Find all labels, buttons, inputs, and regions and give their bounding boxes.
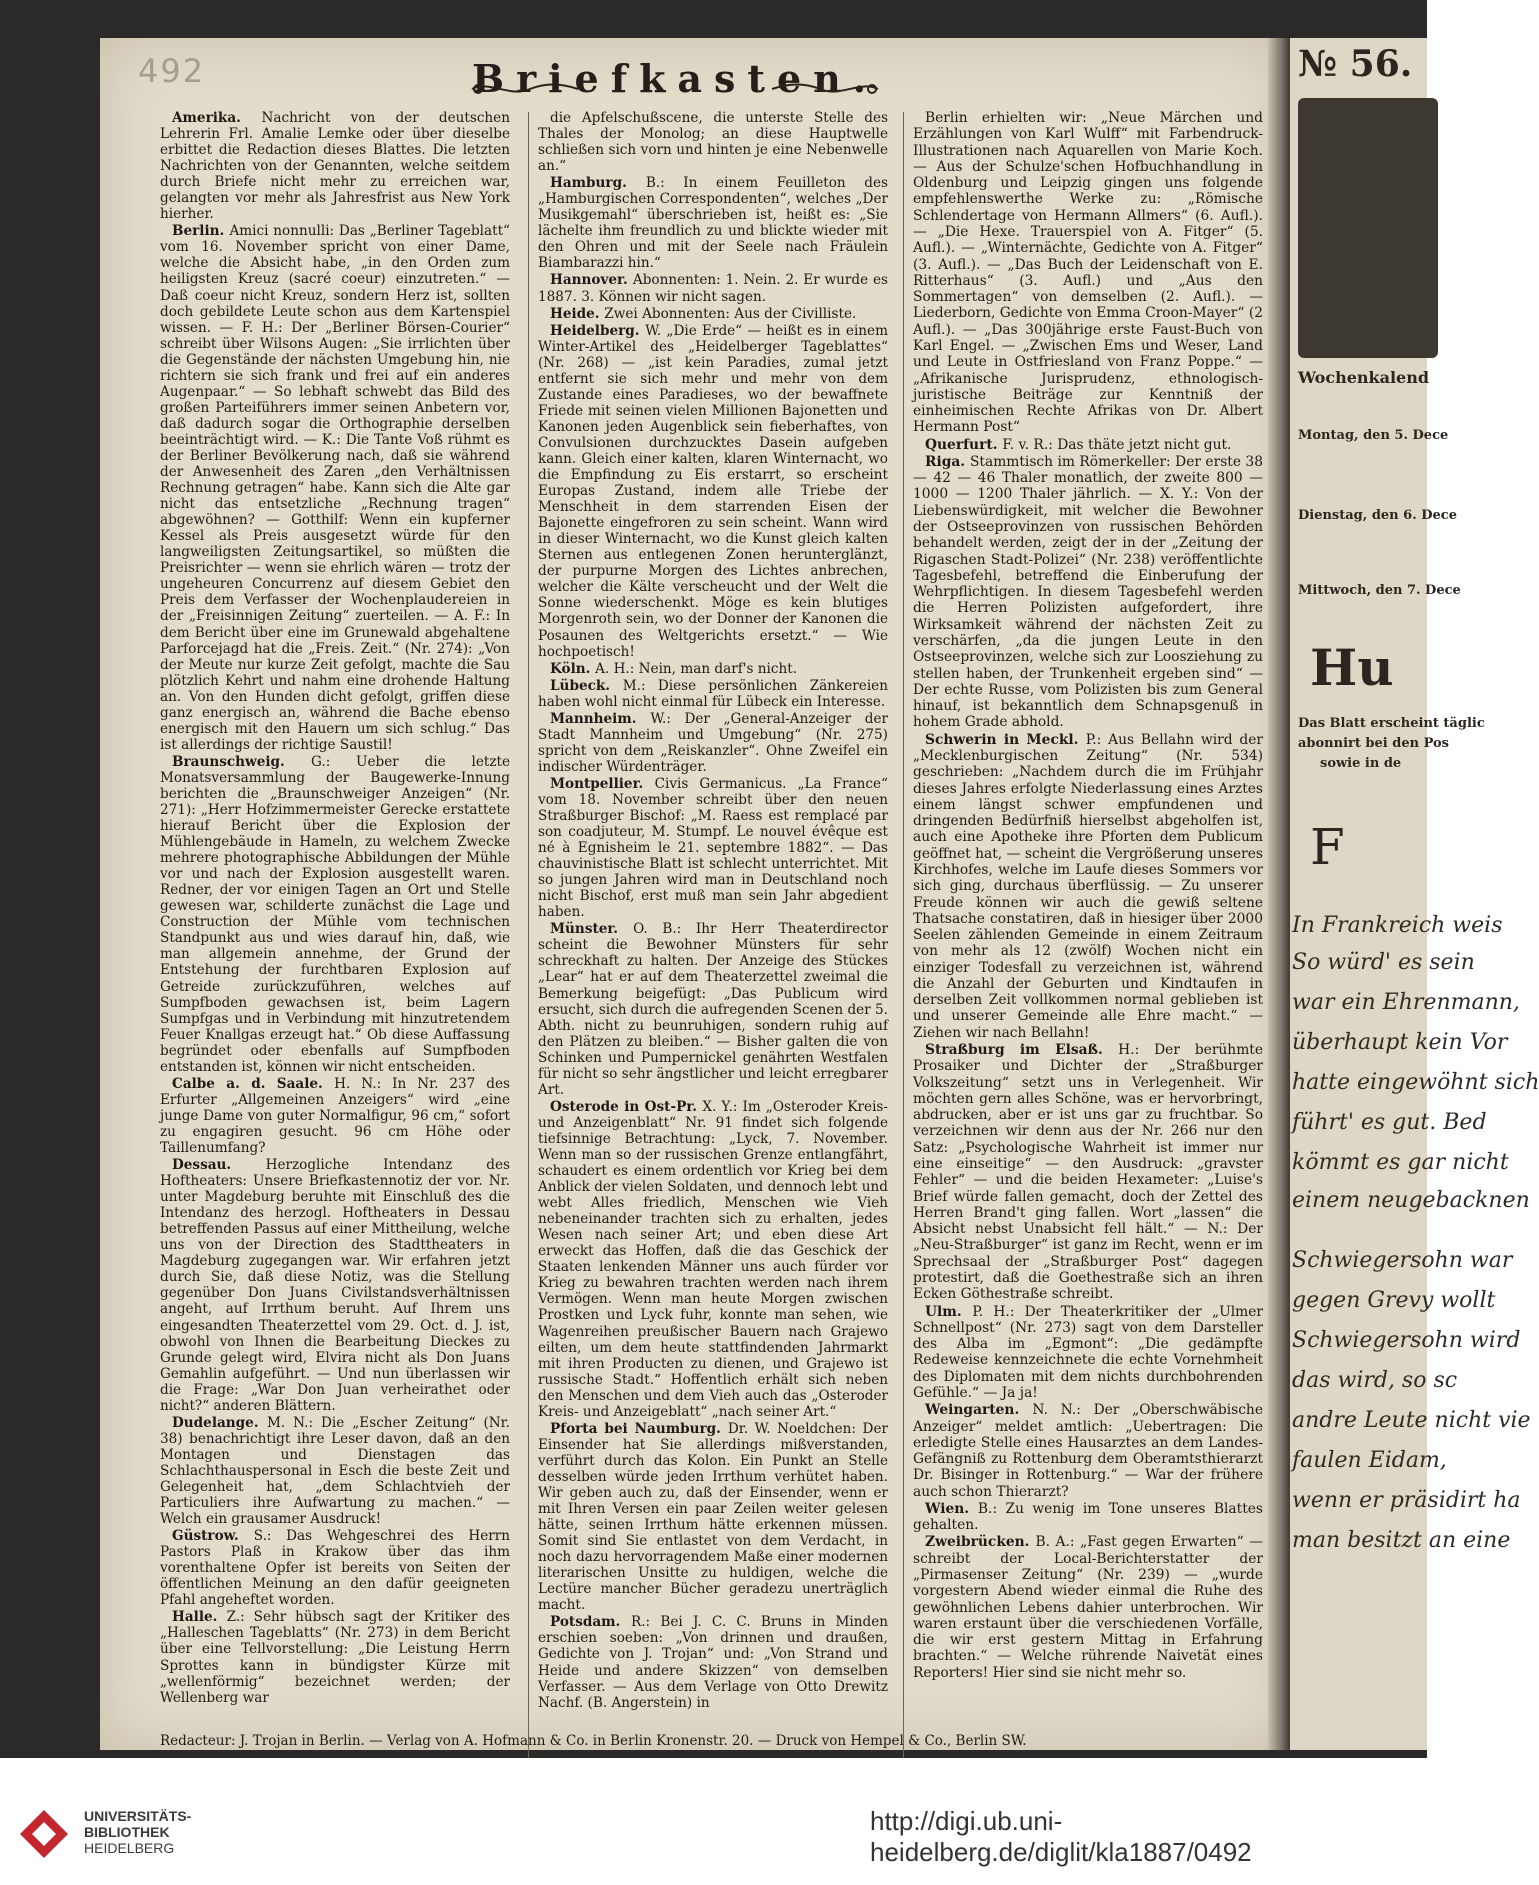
letterbox-entry: [913, 1304, 1263, 1402]
letterbox-entry: [538, 306, 888, 322]
entry-place-heading: Potsdam.: [550, 1614, 631, 1631]
entry-text: M. N.: Die „Escher Zeitung“ (Nr. 38) benachrichtigt ihre Leser davon, daß an den Montagen und Dienstagen das Schlachthauspersonal in Esch die beste Zeit und Gelegenheit hat, „dem Schlachtvieh der Particuliers ihre Aufwartung zu machen.“ — Welch ein grausamer Ausdruck!: [160, 1414, 510, 1528]
entry-text: A. H.: Nein, man darf's nicht.: [595, 660, 798, 677]
adjacent-line: faulen Eidam,: [1292, 1448, 1447, 1473]
page-gutter: [1268, 38, 1290, 1750]
section-title: Briefkasten.: [471, 56, 879, 101]
entry-text: B. A.: „Fast gegen Erwarten“ — schreibt der Local-Berichterstatter der „Pirmasenser Zeitung“ (Nr. 239) — „wurde vorgestern Abend wieder einmal die Ruhe des gewöhnlichen Lebens dahier unterbrochen. Wir waren erstaunt über die verschiedenen Vorfälle, die wir erst gestern Mittag in Erfahrung brachten.“ — Welche rührende Naivetät eines Reporters! Hier sind sie nicht mehr so.: [913, 1534, 1263, 1681]
letterbox-entry: [160, 1415, 510, 1527]
adjacent-line: hatte eingewöhnt sich: [1292, 1070, 1539, 1095]
entry-text: Stammtisch im Römerkeller: Der erste 38 — 42 — 46 Thaler monatlich, der zweite 800 — 1000 — 1200 Thaler jährlich. — X. Y.: Von der Liebenswürdigkeit, mit welcher die Bewohner der Ostseeprovinzen von russischen Behörden behandelt werden, zeigt der in der „Zeitung der Rigaschen Stadt-Polizei“ (Nr. 238) veröffentlichte Tagesbefehl, betreffend die Einberufung der Wehrpflichtigen. In diesem Tagesbefehl werden die Herren Polizisten aufgefordert, ihre Wirksamkeit während der nächsten Zeit zu verschärfen, „da die jungen Leute in den Ostseeprovinzen, welche sich zur Loosziehung zu stellen haben, der Trunkenheit ergeben sind“ — Der echte Russe, vom Polizisten bis zum General hinauf, ist bekanntlich dem Schnapsgenuß in hohem Grade abhold.: [913, 453, 1263, 731]
entry-text: Herzogliche Intendanz des Hoftheaters: Unsere Briefkastennotiz der vor. Nr. unter Magdeburg beruhte mit Einschluß des die Intendanz des herzogl. Hoftheaters in Dessau betreffenden Passus auf einer Mittheilung, welche uns von der Direction des Stadttheaters in Magdeburg zugegangen war. Wir erfahren jetzt durch Sie, daß diese Notiz, was die Stellung gegenüber Don Juans Civilstandsverhältnissen angeht, auf Irrthum beruht. Auf Ihrem uns eingesandten Theaterzettel vom 29. Oct. d. J. ist, obwohl von Ihnen die Bearbeitung Dieckes zu Grunde gelegt wird, Elvira nicht als Don Juans Gemahlin aufgeführt. — Und nun überlassen wir die Frage: „War Don Juan verheirathet oder nicht?“ anderen Blättern.: [160, 1157, 510, 1414]
adjacent-line: man besitzt an eine: [1292, 1528, 1511, 1553]
entry-text: G.: Ueber die letzte Monatsversammlung der Baugewerke-Innung berichten die „Braunschweiger Anzeigen“ (Nr. 271): „Herr Hofzimmermeister Gerecke erstattete hierauf Bericht über die Explosion der Mühlengebäude in Hameln, zu welchem Zwecke mehrere photographische Abbildungen der Mühle vor und nach der Explosion ausgestellt waren. Redner, der vor einigen Tagen an Ort und Stelle gewesen war, schilderte zunächst die Lage und Construction der Mühle vom technischen Standpunkt aus und wies darauf hin, daß, wie man allgemein annehme, der Grund der Entstehung der furchtbaren Explosion auf Getreide zurückzuführen, welches auf Sumpfboden gewachsen ist, beim Lagern Sumpfgas und in Verbindung mit hinzutretendem Feuer Knallgas erzeugt hat.“ Ob diese Auffassung begründet oder ebenfalls auf Sumpfboden entstanden ist, können wir nicht entscheiden.: [160, 753, 510, 1075]
letterbox-entry: [913, 1501, 1263, 1534]
entry-place-heading: Riga.: [925, 453, 970, 470]
entry-text: N. N.: Der „Oberschwäbische Anzeiger“ meldet amtlich: „Uebertragen: Die erledigte Stelle eines Hausarztes an dem Landes-Gefängniß zu Rottenburg dem Oberamtsthierarzt Dr. Bisinger in Rottenburg.“ — War der frühere auch schon Thierarzt?: [913, 1402, 1263, 1500]
adjacent-line: überhaupt kein Vor: [1292, 1030, 1508, 1055]
entry-place-heading: Heide.: [550, 305, 605, 322]
entry-place-heading: Braunschweig.: [172, 753, 311, 770]
entry-text: P.: Aus Bellahn wird der „Mecklenburgischen Zeitung“ (Nr. 534) geschrieben: „Nachdem durch die im Frühjahr dieses Jahres erfolgte Niederlassung eines Arztes einem längst schwer empfundenen und dringenden Bedürfniß hierselbst abgeholfen ist, auch eine Apotheke ihre Pforten dem Publicum geöffnet hat, — scheint die Vergrößerung unseres Kirchhofes, welche im Laufe dieses Sommers vor sich ging, durchaus überflüssig. — Zu unserer Freude können wir auch die gewiß seltene Thatsache constatiren, daß in hiesiger über 2000 Seelen zählenden Gemeinde in einem Zeitraum von mehr als 12 (zwölf) Wochen nicht ein einziger Todesfall zu verzeichnen ist, während die Anzahl der Geburten und Kindtaufen in derselben Zeit vollkommen normal geblieben ist und unserer Gemeinde alle Ehre macht.“ — Ziehen wir nach Bellahn!: [913, 731, 1263, 1041]
entry-place-heading: Wien.: [925, 1500, 978, 1517]
entry-place-heading: Straßburg im Elsaß.: [925, 1042, 1119, 1059]
letterbox-entry: [538, 1421, 888, 1614]
adjacent-line: führt' es gut. Bed: [1292, 1110, 1487, 1135]
letterbox-entry: [538, 921, 888, 1098]
entry-place-heading: Calbe a. d. Saale.: [172, 1075, 335, 1092]
letterbox-entry: [538, 776, 888, 920]
letterbox-entry: [538, 661, 888, 677]
entry-place-heading: Pforta bei Naumburg.: [550, 1420, 728, 1437]
column-2: [538, 110, 888, 1712]
library-name: [84, 1808, 191, 1856]
entry-place-heading: Zweibrücken.: [925, 1534, 1036, 1551]
adjacent-line: war ein Ehrenmann,: [1292, 990, 1520, 1015]
entry-text: P. H.: Der Theaterkritiker der „Ulmer Schnellpost“ (Nr. 273) sagt von dem Darsteller des Alba im „Egmont“: „Die gedämpfte Redeweise kennzeichnete die echte Vornehmheit des Diplomaten mit dem nichts durchbohrenden Gefühle.“ — Ja ja!: [913, 1303, 1263, 1401]
letterbox-entry: [913, 110, 1263, 436]
university-library-logo-icon: [18, 1808, 70, 1860]
letterbox-entry: [160, 1076, 510, 1156]
letterbox-entry: [160, 110, 510, 222]
entry-place-heading: Osterode in Ost-Pr.: [550, 1098, 703, 1115]
adjacent-line: Dienstag, den 6. Dece: [1298, 508, 1457, 523]
adjacent-line: So würd' es sein: [1292, 950, 1475, 975]
adjacent-line: sowie in de: [1320, 756, 1402, 771]
letterbox-entry: [913, 437, 1263, 453]
adjacent-line: Schwiegersohn wird: [1292, 1328, 1521, 1353]
entry-text: X. Y.: Im „Osteroder Kreis- und Anzeigenblatt“ Nr. 91 findet sich folgende tiefsinnige Betrachtung: „Lyck, 7. November. Wenn man so der russischen Grenze entlangfährt, schaudert es einem ordentlich vor Krieg bei dem Anblick der vielen Soldaten, und dennoch lebt und webt Alles friedlich, Menschen wie Vieh nebeneinander trachten sich zu erhalten, jedes Wesen nach seiner Art; und eben diese Art erweckt das Hoffen, daß die das Geschick der Staaten lenkenden Männer uns auch fürder vor Krieg zu bewahren trachten werden nach ihrem Vermögen. Wenn man heute Morgen zwischen Prostken und Lyck fuhr, konnte man sehen, wie Wagenreihen preußischer Bauern nach Grajewo eilten, um dem heute stattfindenden Jahrmarkt mit ihren Producten zu dienen, und Grajewo ist russische Stadt.“ Hoffentlich erhält sich neben den Menschen und dem Vieh auch das „Osteroder Kreis- und Anzeigeblatt“ „nach seiner Art.“: [538, 1098, 888, 1420]
letterbox-entry: [913, 454, 1263, 731]
library-name-line: BIBLIOTHEK: [84, 1824, 170, 1840]
entry-text: O. B.: Ihr Herr Theaterdirector scheint die Bewohner Münsters für sehr schreckhaft zu halten. Der Anzeige des Stückes „Lear“ hat er auf dem Theaterzettel zweimal die Bemerkung beigefügt: „Das Publicum wird ersucht, sich durch die aufregenden Scenen der 5. Abth. nicht zu beunruhigen, sondern ruhig auf den Plätzen zu bleiben.“ — Bisher galten die von Schinken und Pumpernickel genährten Westfalen für nicht so sehr ängstlicher und leicht erregbarer Art.: [538, 921, 888, 1098]
letterbox-entry: [160, 1528, 510, 1608]
entry-text: die Apfelschußscene, die unterste Stelle des Thales der Monolog; an diese Hauptwelle schließen sich vorn und hinten je eine Nebenwelle an.“: [538, 110, 888, 175]
entry-text: Nachricht von der deutschen Lehrerin Frl. Amalie Lemke oder über dieselbe erbittet die Redaction dieses Blattes. Die letzten Nachrichten von der Genannten, welche seitdem durch Briefe nicht mehr zu erreichen war, gelangten vor mehr als Jahresfrist aus New York hierher.: [160, 110, 510, 223]
letterbox-entry: [538, 110, 888, 174]
adjacent-line: Mittwoch, den 7. Dece: [1298, 583, 1461, 598]
adjacent-page-number: № 56.: [1298, 43, 1413, 85]
entry-place-heading: Weingarten.: [925, 1402, 1033, 1419]
entry-place-heading: Halle.: [172, 1609, 227, 1626]
entry-place-heading: Güstrow.: [172, 1528, 254, 1545]
entry-place-heading: Mannheim.: [550, 710, 651, 727]
adjacent-line: abonnirt bei den Pos: [1298, 736, 1449, 751]
entry-place-heading: Dudelange.: [172, 1414, 267, 1431]
letterbox-entry: [538, 272, 888, 304]
adjacent-line: Wochenkalend: [1298, 368, 1430, 387]
adjacent-line: Schwiegersohn war: [1292, 1248, 1513, 1273]
adjacent-page: [1290, 38, 1539, 1750]
letterbox-entry: [538, 1614, 888, 1710]
letterbox-entry: [913, 1534, 1263, 1681]
adjacent-line: Das Blatt erscheint täglic: [1298, 716, 1485, 731]
entry-place-heading: Querfurt.: [925, 436, 1003, 453]
entry-text: B.: Zu wenig im Tone unseres Blattes gehalten.: [913, 1500, 1263, 1534]
adjacent-line: F: [1310, 818, 1345, 876]
entry-text: H. N.: In Nr. 237 des Erfurter „Allgemeinen Anzeigers“ wird „eine junge Dame von guter Normalfigur, 96 cm,“ sofort zu engagiren gesucht. 96 cm Höhe oder Taillenumfang?: [160, 1075, 510, 1156]
entry-text: Abonnenten: 1. Nein. 2. Er wurde es 1887. 3. Können wir nicht sagen.: [538, 272, 888, 305]
entry-text: W.: Der „General-Anzeiger der Stadt Mannheim und Umgebung“ (Nr. 275) spricht von dem „Reiskanzler“. Ohne Zweifel ein indischer Würdenträger.: [538, 710, 888, 775]
entry-text: M.: Diese persönlichen Zänkereien haben wohl nicht einmal für Lübeck ein Interesse.: [538, 677, 888, 710]
column-divider: [903, 112, 904, 1874]
letterbox-entry: [538, 323, 888, 660]
adjacent-line: einem neugebacknen: [1292, 1188, 1530, 1213]
library-name-line: UNIVERSITÄTS-: [84, 1808, 192, 1824]
entry-place-heading: Montpellier.: [550, 775, 655, 792]
adjacent-line: In Frankreich weis: [1292, 913, 1503, 938]
letterbox-entry: [913, 1042, 1263, 1303]
right-ornament-icon: [770, 80, 880, 98]
letterbox-entry: [538, 678, 888, 710]
adjacent-line: Hu: [1310, 638, 1394, 697]
letterbox-entry: [160, 223, 510, 753]
letterbox-entry: [160, 1157, 510, 1414]
adjacent-line: Montag, den 5. Dece: [1298, 428, 1449, 443]
adjacent-line: gegen Grevy wollt: [1292, 1288, 1496, 1313]
entry-place-heading: Hamburg.: [550, 175, 646, 192]
adjacent-page-masthead: [1298, 98, 1438, 358]
entry-place-heading: Ulm.: [925, 1303, 973, 1320]
permalink-url[interactable]: http://digi.ub.uni-heidelberg.de/diglit/kla1887/0492: [870, 1806, 1252, 1867]
entry-text: Zwei Abonnenten: Aus der Civilliste.: [604, 305, 857, 322]
adjacent-line: wenn er präsidirt ha: [1292, 1488, 1521, 1513]
entry-text: W. „Die Erde“ — heißt es in einem Winter-Artikel des „Heidelberger Tageblattes“ (Nr. 268) — „ist kein Paradies, zumal jetzt entfernt sie sich mehr und mehr von dem Zustande eines Paradieses, wo der bewaffnete Friede mit seinen vielen Millionen Bajonetten und Kanonen jeden Augenblick sein fieberhaftes, von Convulsionen durchzucktes Dasein aufgeben kann. Gleich einer kalten, klaren Winternacht, wo die Empfindung zu Eis erstarrt, so erscheint Europas Zustand, indem alle Triebe der Menschheit in dem starrenden Eisen der Bajonette eingefroren zu sein scheint. Wann wird in dieser Winternacht, wo die Kunst gleich kalten Sternen aus entlegenen Zonen herunterglänzt, der purpurne Morgen des Lichtes anbrechen, welcher die Kälte verscheucht und der Welt die Sonne wiederschenkt. Möge es kein blutiges Morgenroth sein, wo der Donner der Kanonen die Posaunen des Weltgerichts ersetzt.“ — Wie hochpoetisch!: [538, 322, 888, 660]
entry-text: Berlin erhielten wir: „Neue Märchen und Erzählungen von Karl Wulff“ mit Farbendruck-Illustrationen nach Aquarellen von Marie Koch. — Aus der Schulze'schen Hofbuchhandlung in Oldenburg und Leipzig gingen uns folgende empfehlenswerthe Werke zu: „Römische Schlendertage von Hermann Allmers“ (6. Aufl.). — „Die Hexe. Trauerspiel von A. Fitger“ (5. Aufl.). — „Winternächte, Gedichte von A. Fitger“ (3. Aufl.). — „Das Buch der Leidenschaft von E. Ritterhaus“ (3. Aufl.) und „Aus den Sommertagen“ von demselben (2. Aufl.). — Liederborn, Gedichte von Emma Croon-Mayer“ (2 Aufl.). — „Das 300jährige erste Faust-Buch von Karl Engel. — „Zwischen Ems und Weser, Land und Leute in Ostfriesland von Franz Poppe.“ — „Afrikanische Jurisprudenz, ethnologisch-juristische Beiträge zur Kenntniß der einheimischen Rechte Afrikas von Dr. Albert Hermann Post“: [913, 110, 1263, 436]
entry-text: H.: Der berühmte Prosaiker und Dichter der „Straßburger Volkszeitung“ setzt uns in Verlegenheit. Wir möchten gern alles Schöne, was er hervorbringt, abdrucken, aber er ist uns gar zu fruchtbar. So verzeichnen wir denn aus der Nr. 266 nur den Satz: „Psychologische Wahrheit ist immer nur eine einseitige“ — den Ausdruck: „gravster Fehler“ — und die beiden Hexameter: „Luise's Brief würde fallen gemacht, doch der Zettel des Herren Brand't ging fallen. Wort „lassen“ die Absicht nebst Unabsicht fell hält.“ — N.: Der „Neu-Straßburger“ ist ganz im Recht, wenn er im Sprechsaal der „Straßburger Post“ dagegen protestirt, daß die Goethestraße sich an ihren Ecken Göthestraße schreibt.: [913, 1042, 1263, 1303]
entry-place-heading: Köln.: [550, 660, 596, 677]
entry-place-heading: Schwerin in Meckl.: [925, 731, 1086, 748]
letterbox-entry: [538, 175, 888, 271]
entry-text: S.: Das Wehgeschrei des Herrn Pastors Plaß in Krakow über das ihm vorenthaltene Opfer ist bereits von Seiten der öffentlichen Meinung an den dafür geeigneten Pfahl angeheftet worden.: [160, 1528, 511, 1609]
entry-text: Z.: Sehr hübsch sagt der Kritiker des „Halleschen Tageblatts“ (Nr. 273) in dem Bericht über eine Tellvorstellung: „Die Leistung Herrn Sprottes kann in bündigster Kürze mit „wellenförmig“ bezeichnet werden; der Wellenberg war: [160, 1609, 510, 1706]
adjacent-line: kömmt es gar nicht: [1292, 1150, 1509, 1175]
entry-text: Civis Germanicus. „La France“ vom 18. November schreibt über den neuen Straßburger Bischof: „M. Raess est remplacé par son coadjuteur, M. Stumpf. Le nouvel évêque est né à Egnisheim le 21. septembre 1882“. — Das chauvinistische Blatt ist schlecht unterrichtet. Mit so jungen Jahren wird man in Deutschland noch nicht Bischof, erst muß man sein Jahr abgedient haben.: [538, 775, 889, 921]
adjacent-line: andre Leute nicht vie: [1292, 1408, 1531, 1433]
letterbox-entry: [913, 732, 1263, 1041]
imprint-footer: Redacteur: J. Trojan in Berlin. — Verlag von A. Hofmann & Co. in Berlin Kronenstr. 20. — Druck von Hempel & Co., Berlin SW.: [160, 1733, 1027, 1749]
entry-text: Dr. W. Noeldchen: Der Einsender hat Sie allerdings mißverstanden, verführt durch das Kolon. Ein Punkt an Stelle desselben würde jeden Irrthum verhütet haben. Wir geben auch zu, daß der Einsender, wenn er mit Ihren Versen ein paar Zeilen weiter gelesen hätte, seinen Irrthum hätte erkennen müssen. Somit sind Sie entlastet von dem Verdacht, in noch dazu hervorragendem Maße einer modernen literarischen Unsitte zu huldigen, welche die Lectüre mancher Bücher geradezu unerträglich macht.: [538, 1420, 888, 1614]
entry-place-heading: Hannover.: [550, 272, 633, 289]
entry-place-heading: Berlin.: [172, 223, 230, 240]
entry-text: F. v. R.: Das thäte jetzt nicht gut.: [1002, 436, 1232, 453]
entry-text: R.: Bei J. C. C. Bruns in Minden erschien soeben: „Von drinnen und draußen, Gedichte von J. Trojan“ und: „Von Strand und Heide und andere Skizzen“ von demselben Verfasser. — Aus dem Verlage von Otto Drewitz Nachf. (B. Angerstein) in: [538, 1614, 888, 1711]
column-divider: [528, 112, 529, 1874]
letterbox-entry: [160, 1609, 510, 1705]
letterbox-entry: [913, 1402, 1263, 1500]
letterbox-entry: [538, 1099, 888, 1420]
entry-text: Amici nonnulli: Das „Berliner Tageblatt“ vom 16. November spricht von einer Dame, welche die Absicht habe, „in den Orden zum heiligsten Kreuz (sacré coeur) einzutreten.“ — Daß coeur nicht Kreuz, sondern Herz ist, sollten doch gebildete Leute schon aus dem Kartenspiel wissen. — F. H.: Der „Berliner Börsen-Courier“ schreibt über Wilsons Augen: „Sie irrlichten über die Gegenstände der nächsten Umgebung hin, nie richtern sie sich frank und frei auf ein anderes Augenpaar.“ — So lebhaft schwebt das Bild des großen Parteiführers immer seinen Anbetern vor, daß dadurch sogar die Orthographie derselben beeinträchtigt wird. — K.: Die Tante Voß rühmt es der Berliner Bevölkerung nach, daß sie während der Anwesenheit des Zaren „den Verhältnissen Rechnung getragen“ habe. Kann sich die Alte gar nicht das entsetzliche „Rechnung tragen“ abgewöhnen? — Gotthilf: Wenn ein kupferner Kessel als Preis ausgesetzt würde für den langweiligsten Zeitungsartikel, so müßten die Preisrichter — wenn sie ehrlich wären — trotz der ungeheuren Concurrenz auf diesem Gebiet den Preis dem Verfasser der Wochenplaudereien in der „Freisinnigen Zeitung“ zuerteilen. — A. F.: In dem Bericht über eine im Grunewald abgehaltene Parforcejagd hat die „Freis. Zeit.“ (Nr. 274): „Von der Meute nur kurze Zeit gefolgt, machte die Sau plötzlich Kehrt und nahm eine drohende Haltung an. Von den Hunden dicht gefolgt, griffen diese ganz energisch an, während die Bache ebenso energisch mit den Hauern um sich schlug.“ Das ist allerdings der richtige Saustil!: [160, 223, 510, 753]
adjacent-line: das wird, so sc: [1292, 1368, 1458, 1393]
entry-place-heading: Lübeck.: [550, 677, 623, 694]
entry-place-heading: Amerika.: [172, 110, 262, 126]
pencil-folio-number: 492: [138, 52, 206, 90]
column-1: [160, 110, 510, 1707]
entry-place-heading: Heidelberg.: [550, 322, 646, 339]
entry-place-heading: Dessau.: [172, 1157, 266, 1174]
letterbox-entry: [160, 754, 510, 1075]
letterbox-entry: [538, 711, 888, 775]
column-3: [913, 110, 1263, 1682]
entry-text: B.: In einem Feuilleton des „Hamburgischen Correspondenten“, welches „Der Musikgemahl“ überschrieben ist, heißt es: „Sie lächelte ihm freundlich zu und blickte wieder mit den Ohren und mit der Seele nach Fräulein Biambarazzi hin.“: [538, 175, 888, 272]
library-name-line: HEIDELBERG: [84, 1840, 175, 1856]
entry-place-heading: Münster.: [550, 921, 634, 938]
